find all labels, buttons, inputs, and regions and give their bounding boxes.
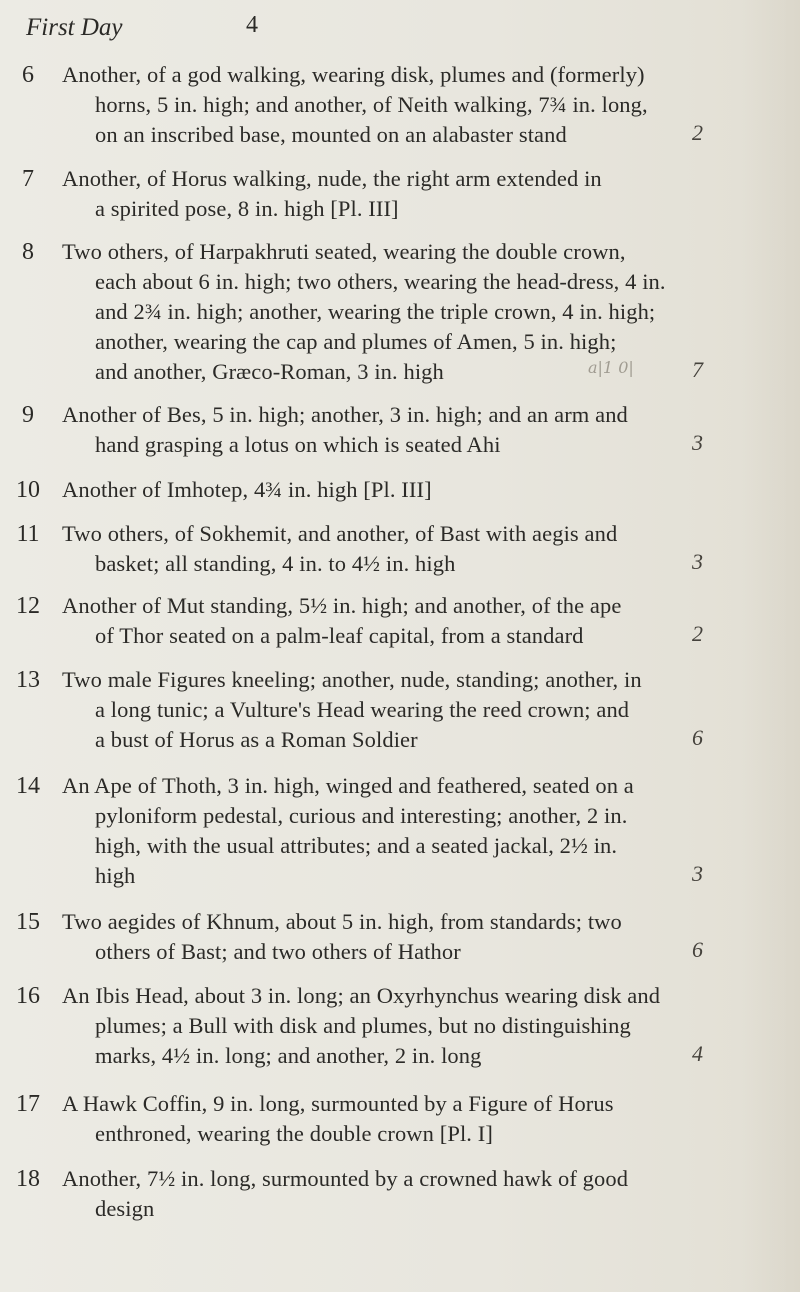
lot-line: Two aegides of Khnum, about 5 in. high, from standards; two [62, 909, 622, 934]
lot-description [62, 1089, 716, 1149]
lot-price: 6 [692, 725, 703, 750]
lot-number: 12 [16, 593, 40, 619]
lot-description [62, 475, 716, 505]
lot-line: Another of Bes, 5 in. high; another, 3 in. high; and an arm and [62, 402, 628, 427]
lot-line: Two others, of Sokhemit, and another, of Bast with aegis and [62, 521, 618, 546]
lot-line: Another, of Horus walking, nude, the right arm extended in [62, 166, 602, 191]
lot-number: 16 [16, 983, 40, 1009]
lot-description [62, 907, 716, 967]
page-edge-shadow [740, 0, 800, 1292]
lot-number: 11 [16, 521, 40, 547]
lot-number: 7 [22, 166, 34, 192]
lot-line: An Ape of Thoth, 3 in. high, winged and feathered, seated on a [62, 773, 634, 798]
lot-line: on an inscribed base, mounted on an alabaster stand [95, 122, 567, 147]
lot-line: high [95, 863, 136, 888]
lot-number: 18 [16, 1166, 40, 1192]
lot-line: pyloniform pedestal, curious and interesting; another, 2 in. [95, 803, 628, 828]
lot-line: An Ibis Head, about 3 in. long; an Oxyrhynchus wearing disk and [62, 983, 661, 1008]
lot-line: each about 6 in. high; two others, wearing the head-dress, 4 in. [95, 269, 666, 294]
lot-number: 13 [16, 667, 40, 693]
lot-line: basket; all standing, 4 in. to 4½ in. high [95, 551, 456, 576]
lot-line: horns, 5 in. high; and another, of Neith walking, 7¾ in. long, [95, 92, 648, 117]
lot-line: Another of Mut standing, 5½ in. high; and another, of the ape [62, 593, 622, 618]
lot-description [62, 981, 716, 1071]
lot-description [62, 1164, 716, 1224]
lot-number: 15 [16, 909, 40, 935]
lot-price: 7 [692, 357, 703, 382]
lot-line: and 2¾ in. high; another, wearing the triple crown, 4 in. high; [95, 299, 656, 324]
lot-description [62, 771, 716, 891]
lot-line: of Thor seated on a palm-leaf capital, from a standard [95, 623, 584, 648]
lot-line: Two male Figures kneeling; another, nude, standing; another, in [62, 667, 642, 692]
lot-line: another, wearing the cap and plumes of Amen, 5 in. high; [95, 329, 617, 354]
lot-price: 6 [692, 937, 703, 962]
lot-number: 10 [16, 477, 40, 503]
lot-line: hand grasping a lotus on which is seated Ahi [95, 432, 501, 457]
lot-number: 14 [16, 773, 40, 799]
lot-description [62, 519, 716, 579]
lot-line: plumes; a Bull with disk and plumes, but no distinguishing [95, 1013, 631, 1038]
lot-description [62, 591, 716, 651]
lot-line: enthroned, wearing the double crown [Pl. I] [95, 1121, 493, 1146]
lot-price: 3 [692, 861, 703, 886]
lot-description [62, 400, 716, 460]
lot-number: 6 [22, 62, 34, 88]
lot-description [62, 60, 716, 150]
lot-line: others of Bast; and two others of Hathor [95, 939, 461, 964]
lot-line: A Hawk Coffin, 9 in. long, surmounted by a Figure of Horus [62, 1091, 614, 1116]
lot-line: a long tunic; a Vulture's Head wearing the reed crown; and [95, 697, 630, 722]
lot-line: high, with the usual attributes; and a seated jackal, 2½ in. [95, 833, 618, 858]
lot-number: 8 [22, 239, 34, 265]
page-number: 4 [246, 12, 258, 38]
lot-number: 17 [16, 1091, 40, 1117]
lot-description [62, 164, 716, 224]
running-head: First Day [26, 14, 123, 41]
lot-price: 3 [692, 430, 703, 455]
lot-price: 2 [692, 120, 703, 145]
lot-line: Another, of a god walking, wearing disk, plumes and (formerly) [62, 62, 645, 87]
lot-line: Another, 7½ in. long, surmounted by a crowned hawk of good [62, 1166, 629, 1191]
lot-price: 4 [692, 1041, 703, 1066]
lot-price: 2 [692, 621, 703, 646]
lot-price: 3 [692, 549, 703, 574]
lot-line: and another, Græco-Roman, 3 in. high [95, 359, 444, 384]
lot-line: design [95, 1196, 155, 1221]
pencil-annotation: a|1 0| [588, 358, 634, 377]
lot-line: Another of Imhotep, 4¾ in. high [Pl. III] [62, 477, 432, 502]
lot-line: marks, 4½ in. long; and another, 2 in. long [95, 1043, 482, 1068]
lot-number: 9 [22, 402, 34, 428]
lot-line: a bust of Horus as a Roman Soldier [95, 727, 418, 752]
lot-line: a spirited pose, 8 in. high [Pl. III] [95, 196, 399, 221]
lot-description [62, 665, 716, 755]
lot-line: Two others, of Harpakhruti seated, wearing the double crown, [62, 239, 626, 264]
